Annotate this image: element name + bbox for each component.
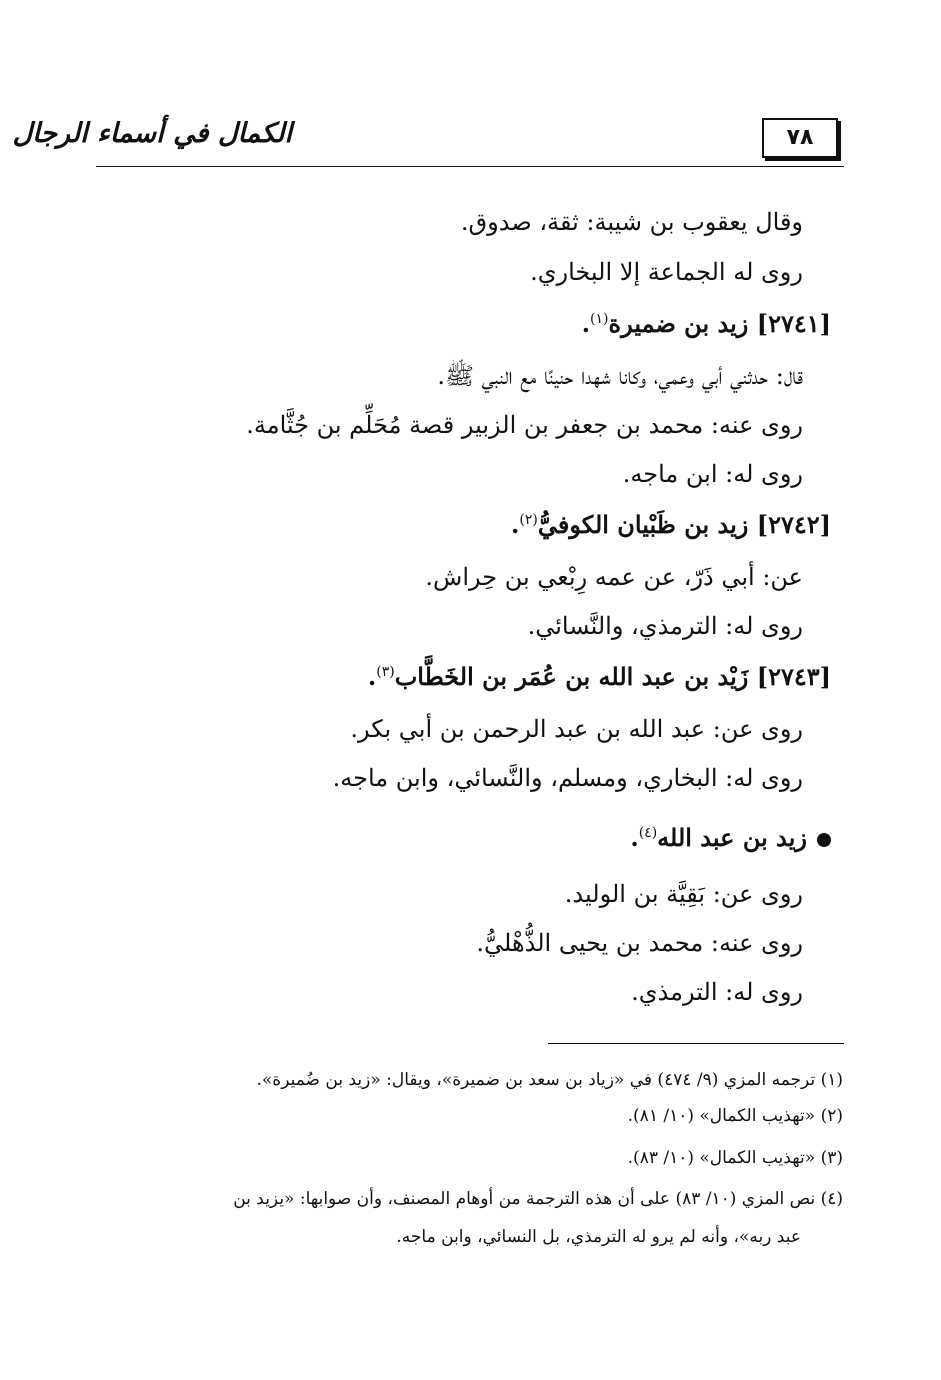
text-line: عن: أبي ذَرّ، عن عمه رِبْعي بن حِراش. <box>425 563 803 591</box>
text-line: روى له: الترمذي. <box>631 978 803 1006</box>
footnote-ref: (١) <box>590 311 609 327</box>
text-line: روى عن: بَقِيَّة بن الوليد. <box>564 880 803 908</box>
text-line: وقال يعقوب بن شيبة: ثقة، صدوق. <box>460 208 803 236</box>
entry-heading-2742 <box>511 505 831 545</box>
entry-title: [٢٧٤١] زيد بن ضميرة <box>608 309 831 338</box>
header-divider <box>96 166 844 167</box>
footnote-1: (١) ترجمه المزي (٩/ ٤٧٤) في «زياد بن سعد بن ضميرة»، ويقال: «زيد بن ضُميرة». <box>256 1070 843 1090</box>
footnote-3: (٣) «تهذيب الكمال» (١٠/ ٨٣). <box>627 1148 843 1168</box>
footnote-ref: (٢) <box>519 512 538 528</box>
footnote-ref: (٤) <box>638 825 658 841</box>
text-line: روى عن: عبد الله بن عبد الرحمن بن أبي بكر. <box>350 715 803 743</box>
footnote-2: (٢) «تهذيب الكمال» (١٠/ ٨١). <box>627 1106 843 1126</box>
entry-title: زيد بن عبد الله <box>657 823 807 852</box>
text-line: روى عنه: محمد بن يحيى الذُّهْليُّ. <box>476 929 803 957</box>
book-title-calligraphy: الكمال في أسماء الرجال <box>12 118 292 149</box>
footnote-4: (٤) نص المزي (١٠/ ٨٣) على أن هذه الترجمة من أوهام المصنف، وأن صوابها: «يزيد بن <box>233 1189 843 1209</box>
heading-end: . <box>367 662 377 691</box>
footnote-ref: (٣) <box>376 664 395 680</box>
text-line: روى له الجماعة إلا البخاري. <box>530 258 803 286</box>
entry-heading-bullet <box>630 818 831 858</box>
text-line: روى له: البخاري، ومسلم، والنَّسائي، وابن ماجه. <box>332 764 803 792</box>
text-line: قال: حدثني أبي وعمي، وكانا شهدا حنينًا مع النبي ﷺ. <box>437 362 803 390</box>
bullet-icon <box>817 833 831 847</box>
entry-heading-2743 <box>368 657 831 697</box>
heading-end: . <box>630 823 639 852</box>
heading-end: . <box>581 309 591 338</box>
page-number: ٧٨ <box>762 118 838 158</box>
text-line: روى له: ابن ماجه. <box>622 460 803 488</box>
footnote-4-continued: عبد ربه»، وأنه لم يرو له الترمذي، بل النسائي، وابن ماجه. <box>396 1227 801 1247</box>
text-line: روى عنه: محمد بن جعفر بن الزبير قصة مُحَلِّم بن جُثَّامة. <box>246 411 803 439</box>
heading-end: . <box>511 510 520 539</box>
entry-heading-2741 <box>582 304 831 344</box>
entry-title: [٢٧٤٣] زَيْد بن عبد الله بن عُمَر بن الخَطَّاب <box>394 662 831 691</box>
entry-title: [٢٧٤٢] زيد بن ظَبْيان الكوفيُّ <box>537 510 831 539</box>
footnote-divider <box>548 1043 844 1044</box>
text-line: روى له: الترمذي، والنَّسائي. <box>527 612 803 640</box>
